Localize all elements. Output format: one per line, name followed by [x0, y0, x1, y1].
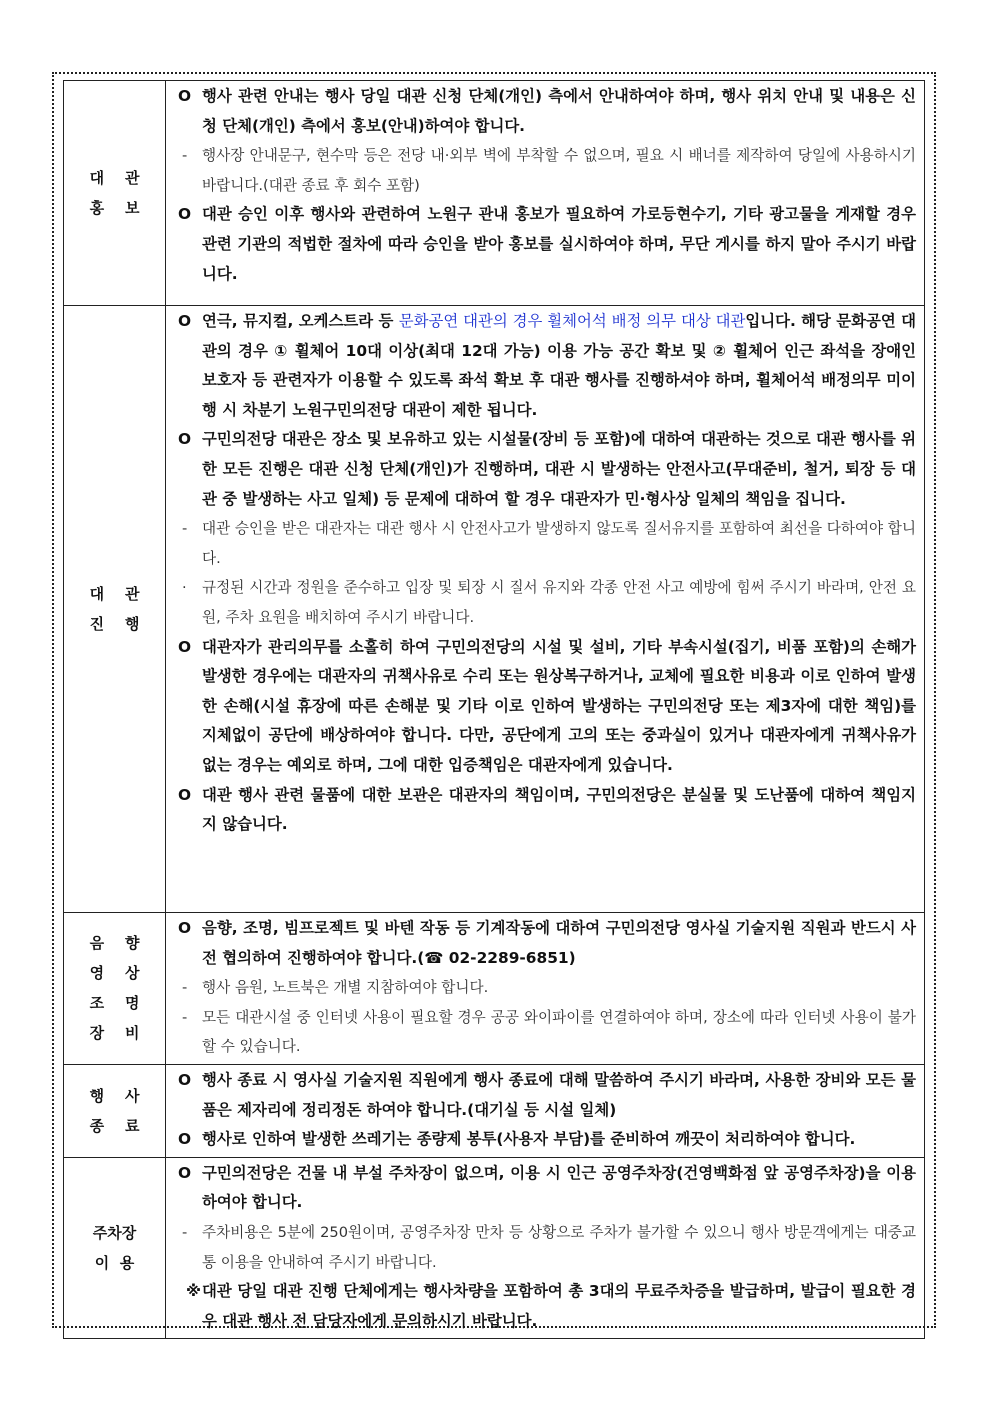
item-text: 대관자가 관리의무를 소홀히 하여 구민의전당의 시설 및 설비, 기타 부속시설(집기, 비품 포함)의 손해가 발생한 경우에는 대관자의 귀책사유로 수리 또는 원상복구하거나, 교체에 필요한 비용과 이로 인하여 발생한 손해(시설 휴장에 따른 손해분 및 기타 이로 인하여 발생하는 구민의전당 또는 제3자에 대한 책임)를 지체없이 공단에 배상하여야 합니다. 다만, 공단에게 고의 또는 중과실이 있거나 대관자에게 귀책사유가 없는 경우는 예외로 하며, 그에 대한 입증책임은 대관자에게 있습니다.	[202, 637, 916, 774]
sub-item	[176, 1218, 916, 1277]
item-text: 대관 승인 이후 행사와 관련하여 노원구 관내 홍보가 필요하여 가로등현수기, 기타 광고물을 게재할 경우 관련 기관의 적법한 절차에 따라 승인을 받아 홍보를 실시하여야 하며, 무단 게시를 하지 말아 주시기 바랍니다.	[202, 205, 916, 283]
section-label-line: 대 관	[89, 585, 140, 603]
main-item	[176, 1066, 916, 1125]
note-item	[176, 1277, 916, 1336]
item-text: 행사로 인하여 발생한 쓰레기는 종량제 봉투(사용자 부담)를 준비하여 깨끗이 처리하여야 합니다.	[202, 1130, 856, 1149]
sub-item	[176, 973, 916, 1003]
bullet-marker: O	[178, 1163, 192, 1182]
item-text: 모든 대관시설 중 인터넷 사용이 필요할 경우 공공 와이파이를 연결하여야 하며, 장소에 따라 인터넷 사용이 불가할 수 있습니다.	[202, 1008, 916, 1056]
section-label-line: 조 명	[89, 994, 140, 1013]
section-label	[64, 306, 166, 913]
bullet-marker: O	[178, 637, 192, 656]
bullet-marker: ※	[186, 1282, 201, 1301]
bullet-marker: O	[178, 1070, 192, 1089]
section-content	[166, 913, 925, 1065]
main-item	[176, 1159, 916, 1218]
sub-item	[176, 141, 916, 200]
item-text: 구민의전당 대관은 장소 및 보유하고 있는 시설물(장비 등 포함)에 대하여 대관하는 것으로 대관 행사를 위한 모든 진행은 대관 신청 단체(개인)가 진행하며, 대관 시 발생하는 안전사고(무대준비, 철거, 퇴장 등 대관 중 발생하는 사고 일체) 등 문제에 대하여 할 경우 대관자가 민·형사상 일체의 책임을 집니다.	[202, 430, 916, 508]
bullet-marker: O	[178, 87, 192, 105]
main-item	[176, 914, 916, 973]
section-row-rental-progress	[64, 306, 925, 913]
section-label	[64, 1157, 166, 1339]
bullet-marker: O	[178, 430, 192, 449]
item-text: 대관 행사 관련 물품에 대한 보관은 대관자의 책임이며, 구민의전당은 분실물 및 도난품에 대하여 책임지지 않습니다.	[202, 785, 916, 834]
main-item	[176, 425, 916, 514]
section-label-line: 홍 보	[89, 199, 140, 217]
section-content	[166, 81, 925, 306]
section-label-line: 대 관	[89, 169, 140, 187]
bullet-marker: O	[178, 312, 192, 330]
section-row-av-equipment	[64, 913, 925, 1065]
section-label-line: 음 향	[89, 934, 140, 953]
item-text: 규정된 시간과 정원을 준수하고 입장 및 퇴장 시 질서 유지와 각종 안전 사고 예방에 힘써 주시기 바라며, 안전 요원, 주차 요원을 배치하여 주시기 바랍니다.	[202, 579, 916, 626]
section-label	[64, 913, 166, 1065]
item-text: 행사 관련 안내는 행사 당일 대관 신청 단체(개인) 측에서 안내하여야 하며, 행사 위치 안내 및 내용은 신청 단체(개인) 측에서 홍보(안내)하여야 합니다.	[202, 87, 916, 135]
item-text: 대관 당일 대관 진행 단체에게는 행사차량을 포함하여 총 3대의 무료주차증을 발급하며, 발급이 필요한 경우 대관 행사 전 담당자에게 문의하시기 바랍니다.	[202, 1282, 916, 1330]
bullet-marker: -	[182, 520, 188, 538]
item-text: 연극, 뮤지컬, 오케스트라 등	[202, 312, 399, 330]
item-text: 입니다. 해당 문화공연 대관의 경우 ① 휠체어 10대 이상(최대 12대 가능) 이용 가능 공간 확보 및 ② 휠체어 인근 좌석을 장애인 보호자 등 관련자가 이용할 수 있도록 좌석 확보 후 대관 행사를 진행하셔야 하며, 휠체어석 배정의무 미이행 시 차분기 노원구민의전당 대관이 제한 됩니다.	[202, 312, 916, 419]
sub-item	[176, 573, 916, 632]
bullet-marker: -	[182, 147, 188, 165]
bullet-marker: -	[182, 1223, 188, 1241]
item-text: 행사장 안내문구, 현수막 등은 전당 내·외부 벽에 부착할 수 없으며, 필요 시 배너를 제작하여 당일에 사용하시기 바랍니다.(대관 종료 후 회수 포함)	[202, 147, 916, 194]
section-label-line: 종 료	[89, 1116, 140, 1135]
main-item	[176, 200, 916, 289]
section-label	[64, 1064, 166, 1157]
section-label	[64, 81, 166, 306]
highlighted-text: 문화공연 대관의 경우 휠체어석 배정 의무 대상 대관	[398, 312, 746, 330]
bullet-marker: ·	[182, 579, 187, 597]
section-row-event-end	[64, 1064, 925, 1157]
item-text: 음향, 조명, 빔프로젝트 및 바텐 작동 등 기계작동에 대하여 구민의전당 영사실 기술지원 직원과 반드시 사전 협의하여 진행하여야 합니다.(☎ 02-2289-6851)	[202, 919, 916, 967]
section-label-line: 이 용	[94, 1254, 135, 1273]
section-content	[166, 1064, 925, 1157]
item-text: 행사 종료 시 영사실 기술지원 직원에게 행사 종료에 대해 말씀하여 주시기 바라며, 사용한 장비와 모든 물품은 제자리에 정리정돈 하여야 합니다.(대기실 등 시설 일체)	[202, 1070, 916, 1119]
bullet-marker: O	[178, 919, 192, 937]
section-label-line: 영 상	[89, 964, 140, 983]
section-label-line: 장 비	[89, 1024, 140, 1043]
section-content	[166, 306, 925, 913]
bullet-marker: O	[178, 205, 192, 224]
item-text: 구민의전당은 건물 내 부설 주차장이 없으며, 이용 시 인근 공영주차장(건영백화점 앞 공영주차장)을 이용하여야 합니다.	[202, 1163, 916, 1212]
bullet-marker: O	[178, 1130, 192, 1149]
bullet-marker: -	[182, 1008, 188, 1026]
item-text: 행사 음원, 노트북은 개별 지참하여야 합니다.	[202, 979, 489, 997]
main-item	[176, 307, 916, 425]
rental-guidelines-table	[63, 80, 925, 1339]
sub-item	[176, 1003, 916, 1062]
section-row-rental-promotion	[64, 81, 925, 306]
section-label-line: 주차장	[92, 1224, 137, 1243]
bullet-marker: -	[182, 979, 188, 997]
section-label-line: 진 행	[89, 615, 140, 633]
section-label-line: 행 사	[89, 1086, 140, 1105]
item-text: 대관 승인을 받은 대관자는 대관 행사 시 안전사고가 발생하지 않도록 질서유지를 포함하여 최선을 다하여야 합니다.	[202, 520, 916, 567]
main-item	[176, 82, 916, 141]
bullet-marker: O	[178, 785, 192, 804]
sub-item	[176, 514, 916, 573]
section-row-parking	[64, 1157, 925, 1339]
main-item	[176, 781, 916, 840]
main-item	[176, 1125, 916, 1155]
item-text: 주차비용은 5분에 250원이며, 공영주차장 만차 등 상황으로 주차가 불가할 수 있으니 행사 방문객에게는 대중교통 이용을 안내하여 주시기 바랍니다.	[202, 1223, 916, 1271]
main-item	[176, 633, 916, 781]
section-content	[166, 1157, 925, 1339]
